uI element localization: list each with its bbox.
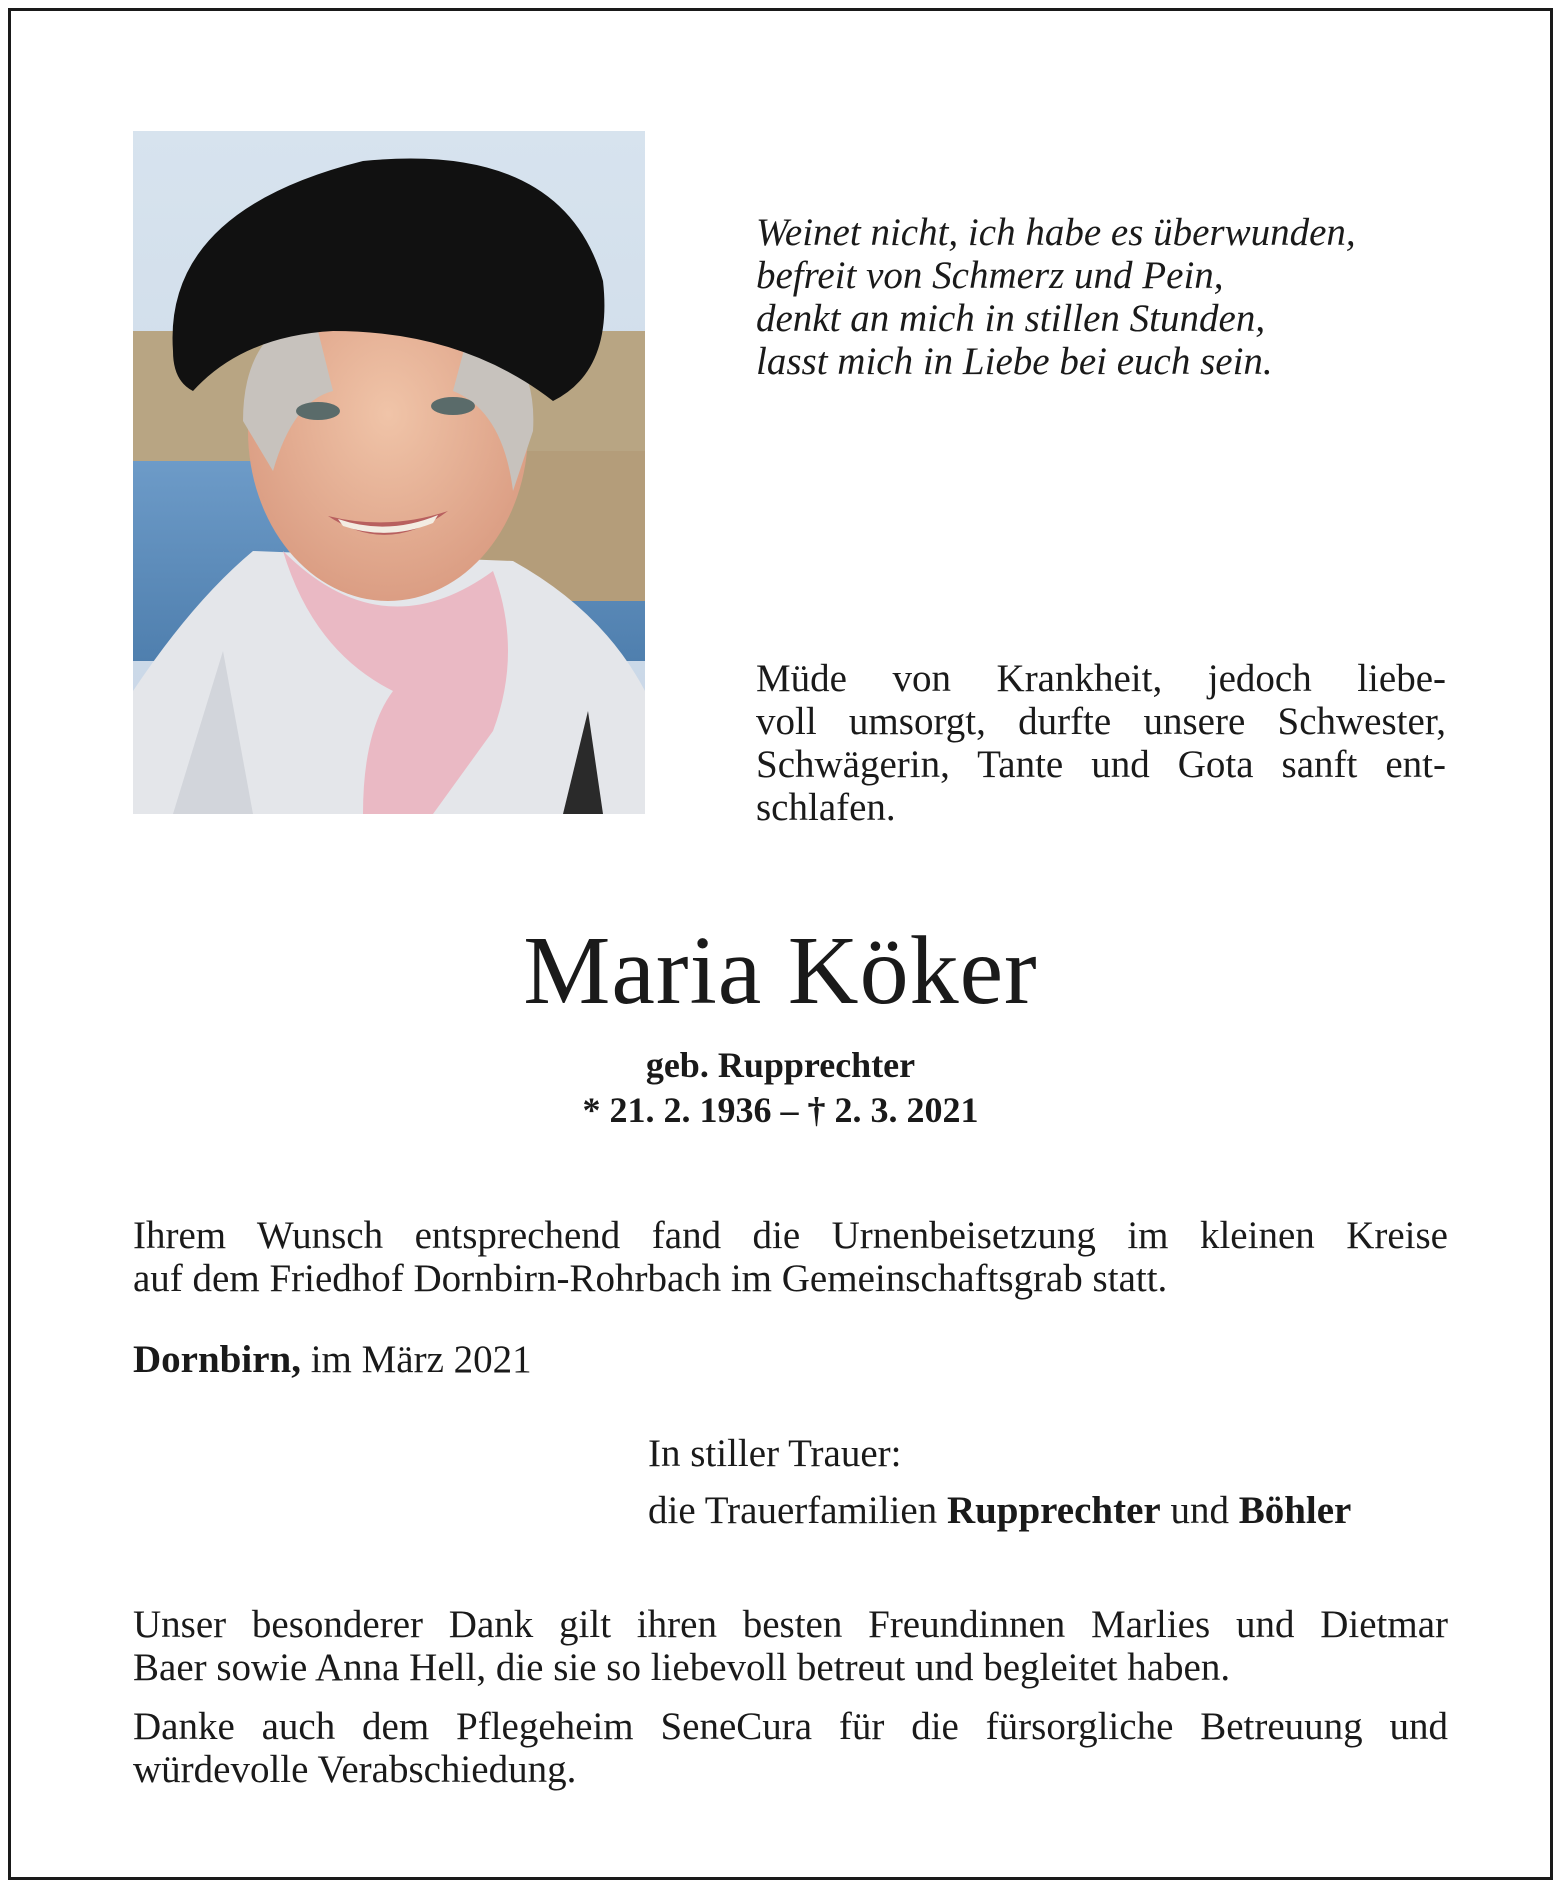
burial-text (133, 1214, 1448, 1300)
intro-line: schlafen. (756, 786, 896, 829)
intro-line: voll umsorgt, durfte unsere Schwester, (756, 700, 1446, 743)
poem-line: befreit von Schmerz und Pein, (756, 254, 1224, 297)
portrait-photo (133, 131, 645, 814)
thanks-line: würdevolle Verabschiedung. (133, 1748, 577, 1791)
obituary-notice (8, 8, 1553, 1880)
burial-line: Ihrem Wunsch entsprechend fand die Urnenbeisetzung im kleinen Kreise (133, 1214, 1448, 1257)
place: Dornbirn, (133, 1338, 301, 1381)
life-dates: * 21. 2. 1936 – † 2. 3. 2021 (582, 1090, 979, 1130)
thanks-paragraph-1 (133, 1603, 1448, 1689)
birth-name: geb. Rupprechter (645, 1045, 916, 1085)
mourners-heading: In stiller Trauer: (648, 1432, 902, 1475)
place-date (133, 1338, 532, 1381)
mourners-block (648, 1425, 1351, 1539)
mourners-families (648, 1482, 1351, 1539)
thanks-line: Unser besonderer Dank gilt ihren besten Freundinnen Marlies und Dietmar (133, 1603, 1448, 1646)
burial-line: auf dem Friedhof Dornbirn-Rohrbach im Gemeinschaftsgrab statt. (133, 1257, 1168, 1300)
intro-line: Müde von Krankheit, jedoch liebe- (756, 657, 1446, 700)
mourners-conj: und (1170, 1489, 1229, 1532)
poem-line: denkt an mich in stillen Stunden, (756, 297, 1266, 340)
portrait-image (133, 131, 645, 814)
intro-text (756, 657, 1446, 829)
date: im März 2021 (310, 1338, 532, 1381)
family-name: Rupprechter (946, 1489, 1161, 1532)
family-name: Böhler (1238, 1489, 1352, 1532)
thanks-line: Danke auch dem Pflegeheim SeneCura für die fürsorgliche Betreuung und (133, 1705, 1448, 1748)
poem-line: lasst mich in Liebe bei euch sein. (756, 340, 1273, 383)
thanks-line: Baer sowie Anna Hell, die sie so liebevoll betreut und begleitet haben. (133, 1646, 1231, 1689)
mourners-prefix: die Trauerfamilien (648, 1489, 938, 1532)
intro-line: Schwägerin, Tante und Gota sanft ent- (756, 743, 1446, 786)
deceased-name: Maria Köker (523, 917, 1038, 1025)
poem-line: Weinet nicht, ich habe es überwunden, (756, 211, 1356, 254)
memorial-poem (756, 211, 1476, 383)
thanks-paragraph-2 (133, 1705, 1448, 1791)
